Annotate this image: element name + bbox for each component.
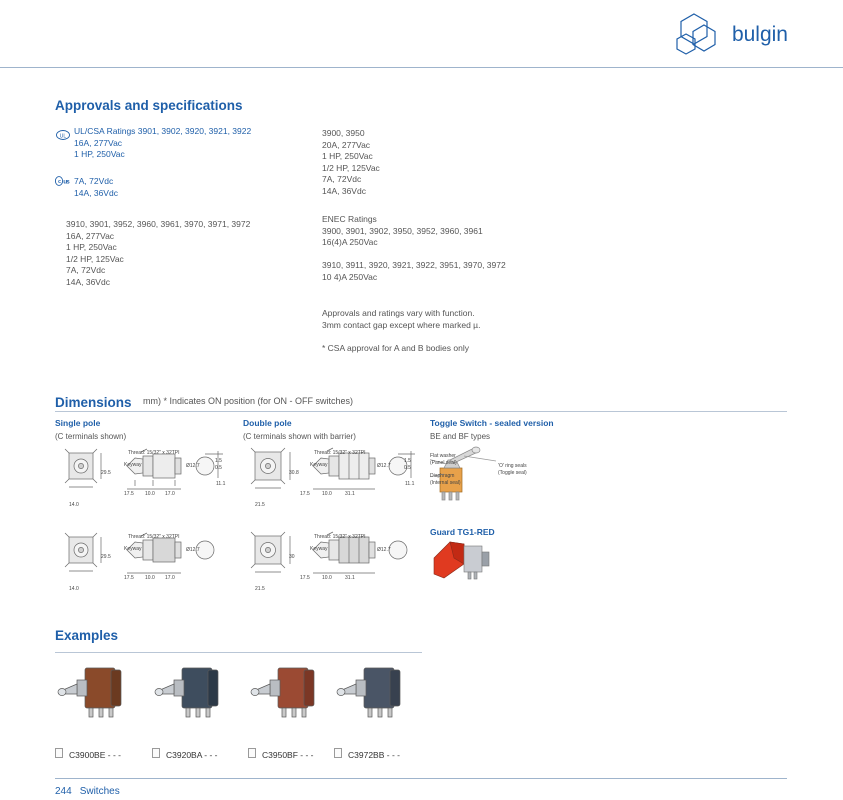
page-header	[0, 0, 843, 68]
examples-section-title: Examples	[55, 628, 119, 643]
enec2-line-2: 10 4)A 250Vac	[322, 271, 378, 282]
dp2-dim-2: 10.0	[322, 575, 332, 581]
page-footer	[55, 786, 120, 797]
double-pole-heading: Double pole	[243, 418, 292, 428]
dp2-keyway-label: Keyway	[310, 546, 328, 552]
dp1-left-dim: 30.8	[289, 470, 299, 476]
page-number: 244	[55, 786, 72, 797]
example-checkbox-3[interactable]	[248, 748, 256, 758]
sp1-dim-2: 10.0	[145, 491, 155, 497]
dp2-bottom-left-dim: 21.5	[255, 586, 265, 592]
general-line-2: 16A, 277Vac	[66, 230, 115, 241]
general-ratings-block	[66, 219, 250, 288]
dp1-small-1: 1.5	[404, 458, 411, 464]
csa-mark-icon	[55, 176, 71, 186]
sp1-keyway-label: Keyway	[124, 462, 142, 468]
example-switch-image-4	[334, 660, 444, 722]
sp1-dim-3: 17.0	[165, 491, 175, 497]
general-line-6: 14A, 36Vdc	[66, 276, 110, 287]
sp1-small-1: 1.5	[215, 458, 222, 464]
dp1-dim-1: 17.5	[300, 491, 310, 497]
sp2-left-dim: 29.5	[101, 554, 111, 560]
sealed-version-sub: BE and BF types	[430, 432, 491, 441]
double-pole-sub: (C terminals shown with barrier)	[243, 432, 356, 441]
csa-footnote	[322, 343, 469, 355]
ul-mark-icon	[56, 127, 70, 140]
guard-heading: Guard TG1-RED	[430, 527, 495, 537]
sp2-dim-3: 17.0	[165, 575, 175, 581]
example-switch-image-1	[55, 660, 165, 722]
footer-divider	[55, 778, 787, 779]
enec-line-2: 3900, 3901, 3902, 3950, 3952, 3960, 3961	[322, 225, 483, 236]
single-pole-heading: Single pole	[55, 418, 101, 428]
approvals-note	[322, 308, 480, 331]
approvals-section-title: Approvals and specifications	[55, 98, 243, 113]
ul-line-2: 16A, 277Vac	[74, 137, 123, 148]
dp1-small-2: 0.5	[404, 465, 411, 471]
enec-ratings-block-2	[322, 260, 506, 283]
sealed-version-heading: Toggle Switch - sealed version	[430, 418, 554, 428]
general-line-4: 1/2 HP, 125Vac	[66, 253, 124, 264]
general-line-5: 7A, 72Vdc	[66, 265, 106, 275]
sealed-callout-1a: Flat washer	[430, 453, 456, 459]
single-pole-sub: (C terminals shown)	[55, 432, 127, 441]
sp1-right-dim: 11.1	[216, 481, 226, 487]
r1-line-1: 3900, 3950	[322, 128, 365, 138]
ul-line-3: 1 HP, 250Vac	[74, 149, 125, 159]
guard-drawing	[430, 538, 500, 582]
dp1-dia: Ø12.7	[377, 463, 391, 469]
example-item-4	[334, 660, 454, 760]
brand-logo	[674, 12, 788, 58]
dp1-bottom-left-dim: 21.5	[255, 502, 265, 508]
general-line-1: 3910, 3901, 3952, 3960, 3961, 3970, 3971, 3972	[66, 219, 251, 229]
sealed-callout-3b: (Toggle seal)	[498, 470, 527, 476]
csa-ratings-block	[74, 176, 118, 199]
example-switch-image-2	[152, 660, 262, 722]
r1-line-6: 14A, 36Vdc	[322, 185, 366, 196]
svg-text:us: us	[63, 178, 69, 186]
example-label-4: C3972BB - - -	[348, 750, 400, 760]
sp2-dim-1: 17.5	[124, 575, 134, 581]
sp1-dim-1: 17.5	[124, 491, 134, 497]
csa-line-1: 7A, 72Vdc	[74, 176, 114, 186]
ratings-3900-3950-block	[322, 128, 380, 197]
note-line-2: 3mm contact gap except where marked µ.	[322, 319, 481, 330]
note-line-1: Approvals and ratings vary with function.	[322, 308, 475, 318]
examples-divider	[55, 652, 422, 653]
ul-ratings-block	[74, 126, 251, 161]
dimensions-note: mm) * Indicates ON position (for ON - OFF switches)	[143, 396, 354, 406]
brand-name: bulgin	[731, 23, 788, 46]
sp1-dia: Ø12.7	[186, 463, 200, 469]
dp2-left-dim: 30	[289, 554, 295, 560]
sealed-callout-3a: 'O' ring seals	[498, 463, 527, 469]
example-label-1: C3900BE - - -	[69, 750, 121, 760]
enec-line-3: 16(4)A 250Vac	[322, 237, 378, 247]
r1-line-4: 1/2 HP, 125Vac	[322, 162, 380, 173]
footer-label: Switches	[79, 786, 120, 797]
example-checkbox-4[interactable]	[334, 748, 342, 758]
sp2-dim-2: 10.0	[145, 575, 155, 581]
dp2-dim-1: 17.5	[300, 575, 310, 581]
dp1-dim-3: 31.1	[345, 491, 355, 497]
r1-line-5: 7A, 72Vdc	[322, 174, 362, 184]
svg-text:UL: UL	[59, 133, 67, 140]
sealed-callout-1b: (Panel seal)	[430, 460, 457, 466]
enec2-line-1: 3910, 3911, 3920, 3921, 3922, 3951, 3970, 3972	[322, 260, 506, 270]
svg-text:c: c	[58, 179, 60, 186]
example-label-2: C3920BA - - -	[166, 750, 218, 760]
sp2-bottom-left-dim: 14.0	[69, 586, 79, 592]
csa-line-2: 14A, 36Vdc	[74, 187, 118, 198]
example-label-3: C3950BF - - -	[262, 750, 314, 760]
dp1-keyway-label: Keyway	[310, 462, 328, 468]
dp1-right-dim: 11.1	[405, 481, 415, 487]
dp1-thread-label: Thread: 15/32" x 32TPI	[314, 450, 366, 456]
sp1-bottom-left-dim: 14.0	[69, 502, 79, 508]
r1-line-2: 20A, 277Vac	[322, 139, 371, 150]
sp2-dia: Ø12.7	[186, 547, 200, 553]
example-checkbox-1[interactable]	[55, 748, 63, 758]
r1-line-3: 1 HP, 250Vac	[322, 151, 373, 161]
dp2-thread-label: Thread: 15/32" x 32TPI	[314, 534, 366, 540]
enec-line-1: ENEC Ratings	[322, 214, 377, 224]
general-line-3: 1 HP, 250Vac	[66, 242, 117, 252]
dimensions-divider	[55, 411, 787, 412]
sp1-left-dim: 29.5	[101, 470, 111, 476]
sp2-thread-label: Thread: 15/32" x 32TPI	[128, 534, 180, 540]
bulgin-hex-logo-icon	[674, 12, 726, 58]
sp2-keyway-label: Keyway	[124, 546, 142, 552]
header-divider	[0, 67, 843, 68]
sp1-thread-label: Thread: 15/32" x 32TPI	[128, 450, 180, 456]
dp1-dim-2: 10.0	[322, 491, 332, 497]
ul-line-1: UL/CSA Ratings 3901, 3902, 3920, 3921, 3922	[74, 126, 252, 136]
dimensions-section-title: Dimensions	[55, 395, 132, 410]
enec-ratings-block	[322, 214, 483, 249]
dp2-dia: Ø12.7	[377, 547, 391, 553]
example-checkbox-2[interactable]	[152, 748, 160, 758]
sealed-callout-2a: Diaphragm	[430, 473, 455, 479]
dp2-dim-3: 31.1	[345, 575, 355, 581]
footnote-line-1: * CSA approval for A and B bodies only	[322, 343, 469, 353]
sealed-callout-2b: (Internal seal)	[430, 480, 461, 486]
sp1-small-2: 0.5	[215, 465, 222, 471]
